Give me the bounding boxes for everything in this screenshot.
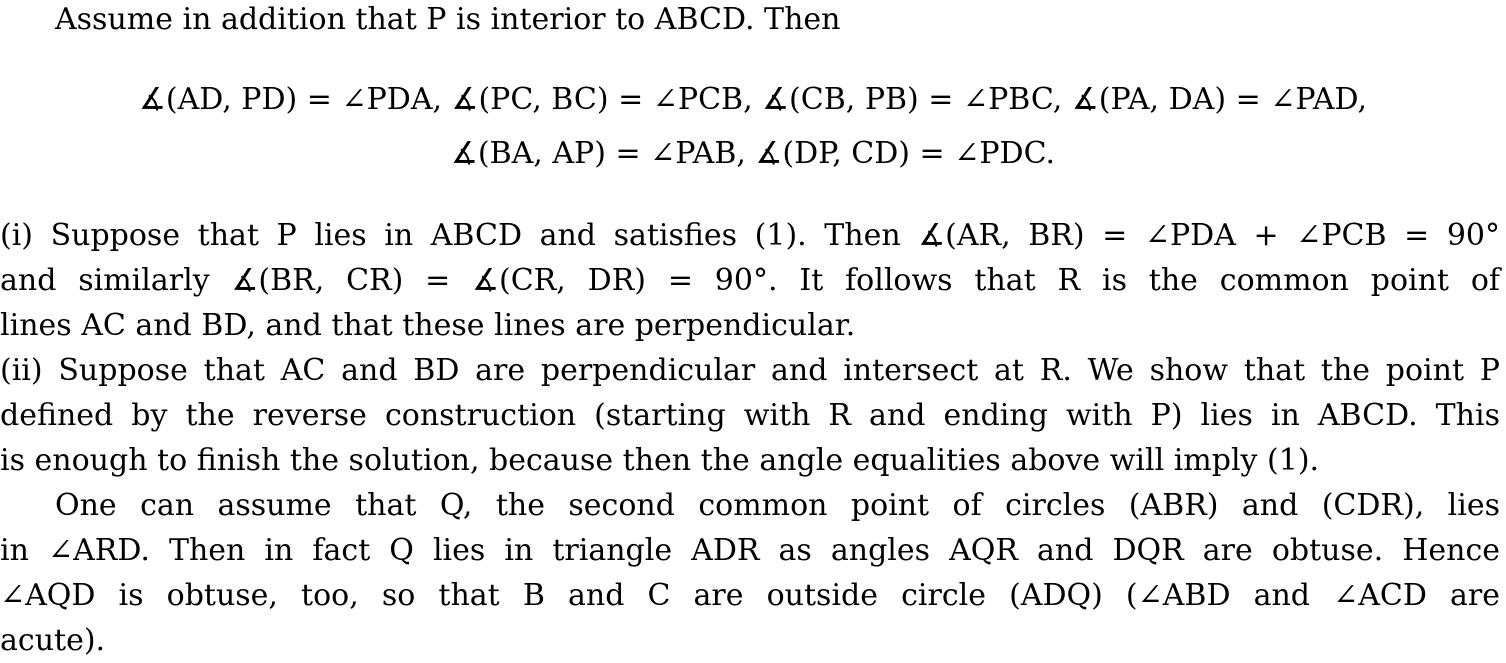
part-ii-line-2: defined by the reverse construction (starting with R and ending with P) lies in ABCD. This xyxy=(0,398,1500,433)
intro-line: Assume in addition that P is interior to ABCD. Then xyxy=(55,2,841,37)
part-ii-line-3: is enough to finish the solution, because then the angle equalities above will imply (1). xyxy=(0,443,1320,478)
paragraph-q-line-3: ∠AQD is obtuse, too, so that B and C are outside circle (ADQ) (∠ABD and ∠ACD are xyxy=(0,578,1500,613)
equation-row-2: ∡(BA, AP) = ∠PAB, ∡(DP, CD) = ∠PDC. xyxy=(450,136,1056,171)
part-ii-line-1: (ii) Suppose that AC and BD are perpendicular and intersect at R. We show that the point P xyxy=(0,353,1500,388)
paragraph-q-line-2: in ∠ARD. Then in fact Q lies in triangle ADR as angles AQR and DQR are obtuse. Hence xyxy=(0,533,1500,568)
part-i-line-1: (i) Suppose that P lies in ABCD and satisfies (1). Then ∡(AR, BR) = ∠PDA + ∠PCB = 90° xyxy=(0,218,1500,253)
equation-row-1: ∡(AD, PD) = ∠PDA, ∡(PC, BC) = ∠PCB, ∡(CB, PB) = ∠PBC, ∡(PA, DA) = ∠PAD, xyxy=(138,82,1368,117)
part-i-line-3: lines AC and BD, and that these lines are perpendicular. xyxy=(0,308,856,343)
paragraph-q-line-1: One can assume that Q, the second common point of circles (ABR) and (CDR), lies xyxy=(55,488,1500,523)
part-i-line-2: and similarly ∡(BR, CR) = ∡(CR, DR) = 90°. It follows that R is the common point of xyxy=(0,263,1500,298)
paragraph-q-line-4: acute). xyxy=(0,623,106,658)
